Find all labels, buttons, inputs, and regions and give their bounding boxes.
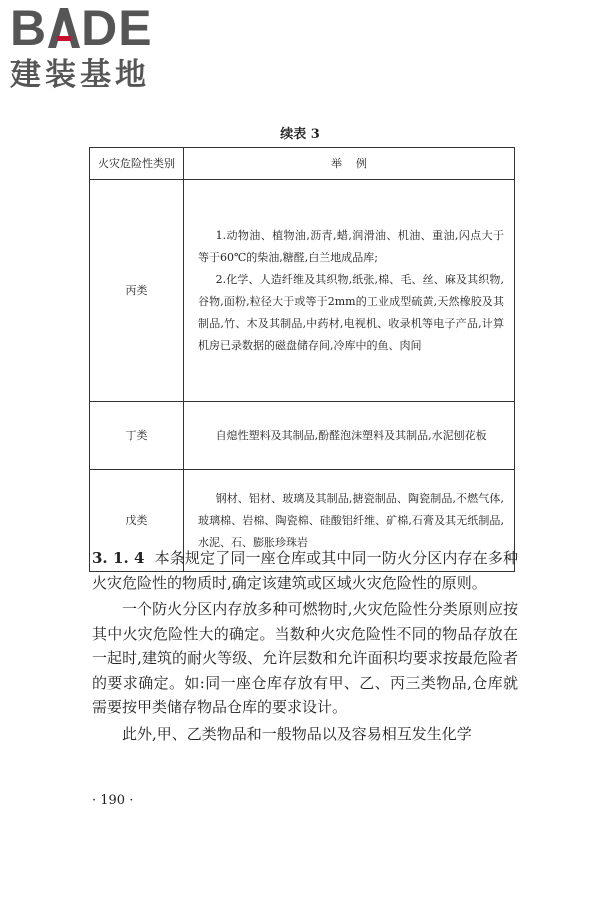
header-examples: 举 例: [184, 148, 515, 180]
page-number: · 190 ·: [92, 793, 134, 808]
category-cell: 戊类: [90, 470, 184, 572]
category-cell: 丁类: [90, 402, 184, 470]
body-text: [92, 546, 518, 746]
paragraph: 此外,甲、乙类物品和一般物品以及容易相互发生化学: [122, 724, 472, 743]
logo-letters-de: DE: [81, 0, 153, 56]
fire-hazard-table: [89, 147, 515, 572]
example-line: 2.化学、人造纤维及其织物,纸张,棉、毛、丝、麻及其织物,谷物,面粉,粒径大于或等于2mm的工业成型硫黄,天然橡胶及其制品,竹、木及其制品,中药材,电视机、收录机等电子产品,计算机房已录数据的磁盘储存间,冷库中的鱼、肉间: [198, 272, 504, 352]
logo-letter-a-icon: [48, 8, 80, 48]
examples-cell: [184, 402, 515, 470]
logo-chinese-name: 建装基地: [10, 57, 150, 93]
example-line: 1.动物油、植物油,沥青,蜡,润滑油、机油、重油,闪点大于等于60℃的柴油,糖醛,白兰地成品库;: [198, 228, 504, 264]
paragraph: 一个防火分区内存放多种可燃物时,火灾危险性分类原则应按其中火灾危险性大的确定。当数种火灾危险性不同的物品存放在一起时,建筑的耐火等级、允许层数和允许面积均要求按最危险者的要求确定。如:同一座仓库存放有甲、乙、丙三类物品,仓库就需要按甲类储存物品仓库的要求设计。: [92, 600, 518, 716]
section-paragraph: [92, 546, 518, 595]
examples-cell: [184, 180, 515, 402]
table-row: [90, 402, 515, 470]
example-line: 自熄性塑料及其制品,酚醛泡沫塑料及其制品,水泥刨花板: [215, 428, 487, 442]
example-line: 钢材、铝材、玻璃及其制品,搪瓷制品、陶瓷制品,不燃气体,玻璃棉、岩棉、陶瓷棉、硅酸铝纤维、矿棉,石膏及其无纸制品,水泥、石、膨胀珍珠岩: [198, 491, 504, 549]
section-number: 3. 1. 4: [92, 549, 145, 567]
section-text: 本条规定了同一座仓库或其中同一防火分区内存在多种火灾危险性的物质时,确定该建筑或区域火灾危险性的原则。: [92, 549, 518, 592]
logo-letter-b: B: [10, 0, 48, 56]
table-header-row: [90, 148, 515, 180]
category-cell: 丙类: [90, 180, 184, 402]
bade-logo: [10, 0, 180, 94]
table-caption: 续表 3: [280, 127, 320, 142]
table-row: [90, 180, 515, 402]
header-category: 火灾危险性类别: [90, 148, 184, 180]
logo-wordmark: [10, 0, 180, 56]
